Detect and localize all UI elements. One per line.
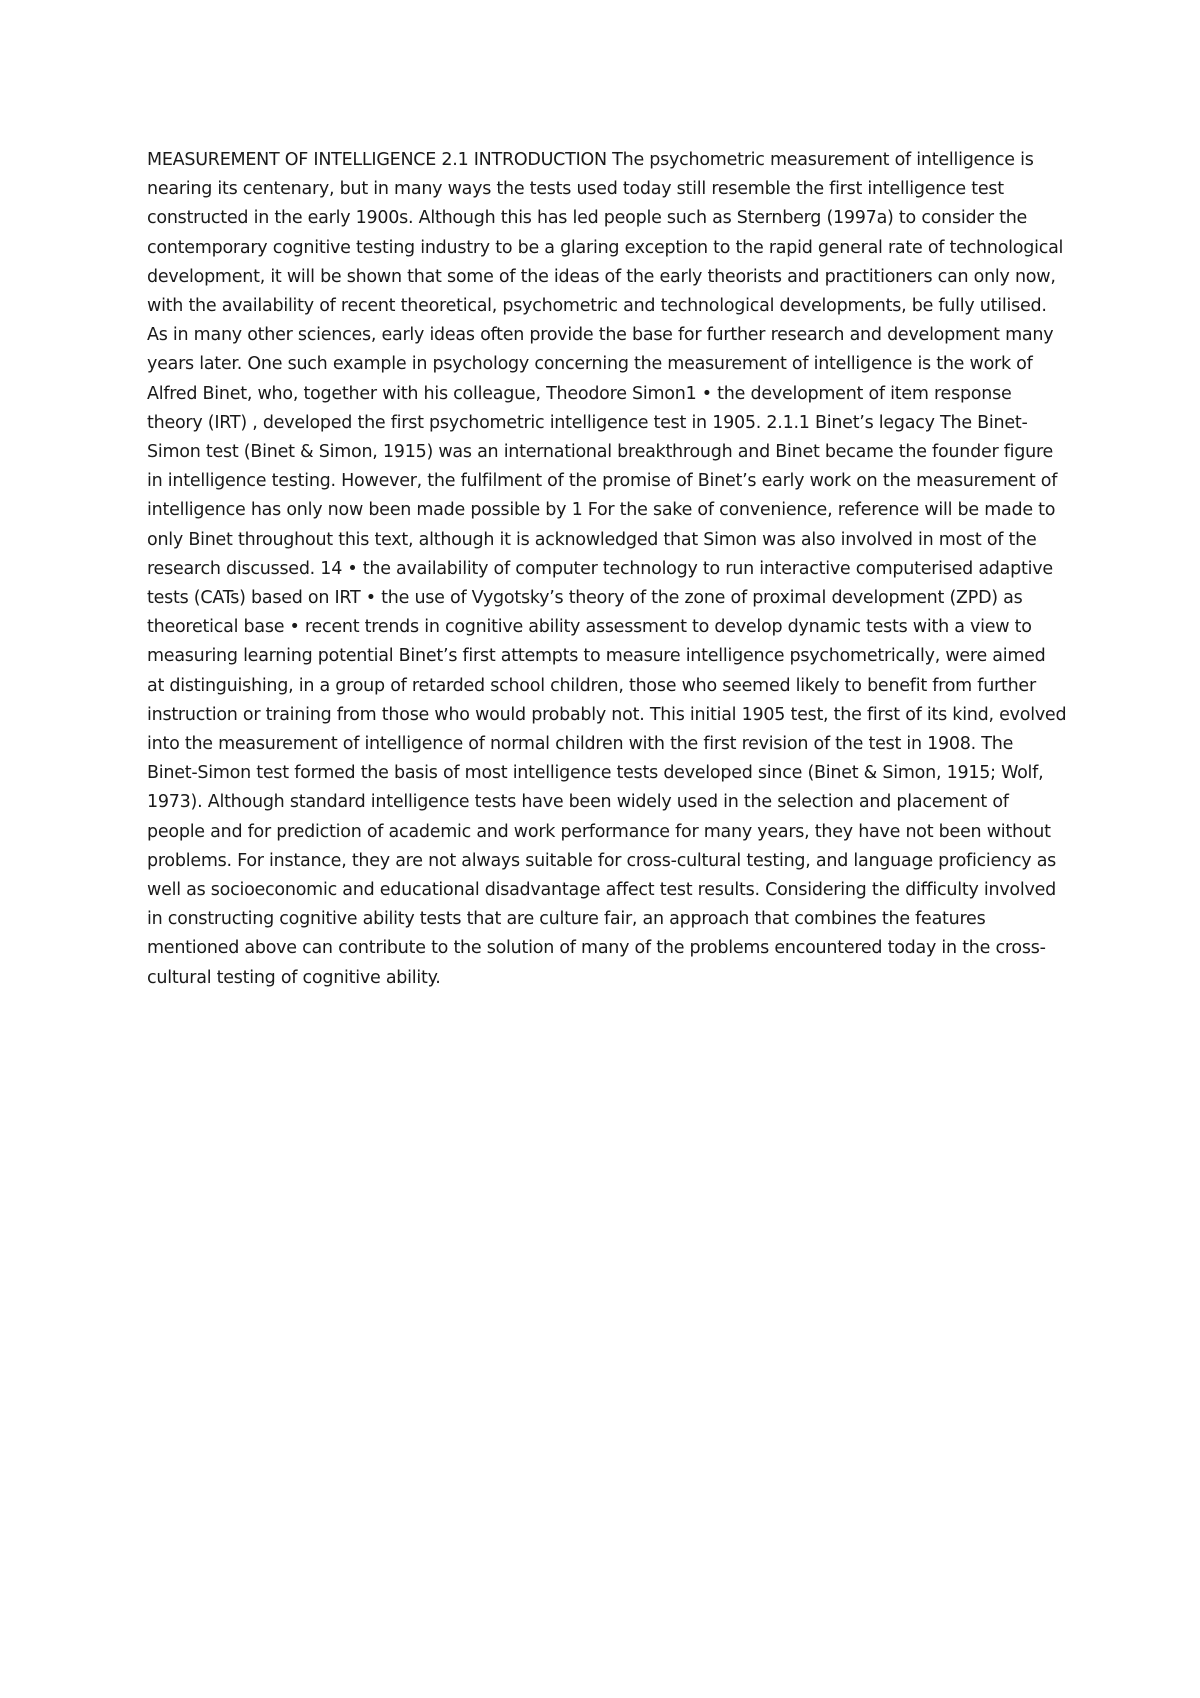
body-paragraph: MEASUREMENT OF INTELLIGENCE 2.1 INTRODUCTION The psychometric measurement of intelligence is nearing its centenary, but in many ways the tests used today still resemble the first intelligence test constructed in the early 1900s. Although this has led people such as Sternberg (1997a) to consider the contemporary cognitive testing industry to be a glaring exception to the rapid general rate of technological development, it will be shown that some of the ideas of the early theorists and practitioners can only now, with the availability of recent theoretical, psychometric and technological developments, be fully utilised. As in many other sciences, early ideas often provide the base for further research and development many years later. One such example in psychology concerning the measurement of intelligence is the work of Alfred Binet, who, together with his colleague, Theodore Simon1 • the development of item response theory (IRT) , developed the first psychometric intelligence test in 1905. 2.1.1 Binet’s legacy The Binet-Simon test (Binet & Simon, 1915) was an international breakthrough and Binet became the founder figure in intelligence testing. However, the fulfilment of the promise of Binet’s early work on the measurement of intelligence has only now been made possible by 1 For the sake of convenience, reference will be made to only Binet throughout this text, although it is acknowledged that Simon was also involved in most of the research discussed. 14 • the availability of computer technology to run interactive computerised adaptive tests (CATs) based on IRT • the use of Vygotsky’s theory of the zone of proximal development (ZPD) as theoretical base • recent trends in cognitive ability assessment to develop dynamic tests with a view to measuring learning potential Binet’s first attempts to measure intelligence psychometrically, were aimed at distinguishing, in a group of retarded school children, those who seemed likely to benefit from further instruction or training from those who would probably not. This initial 1905 test, the first of its kind, evolved into the measurement of intelligence of normal children with the first revision of the test in 1908. The Binet-Simon test formed the basis of most intelligence tests developed since (Binet & Simon, 1915; Wolf, 1973). Although standard intelligence tests have been widely used in the selection and placement of people and for prediction of academic and work performance for many years, they have not been without problems. For instance, they are not always suitable for cross-cultural testing, and language proficiency as well as socioeconomic and educational disadvantage affect test results. Considering the difficulty involved in constructing cognitive ability tests that are culture fair, an approach that combines the features mentioned above can contribute to the solution of many of the problems encountered today in the cross-cultural testing of cognitive ability. [147, 150, 1067, 988]
